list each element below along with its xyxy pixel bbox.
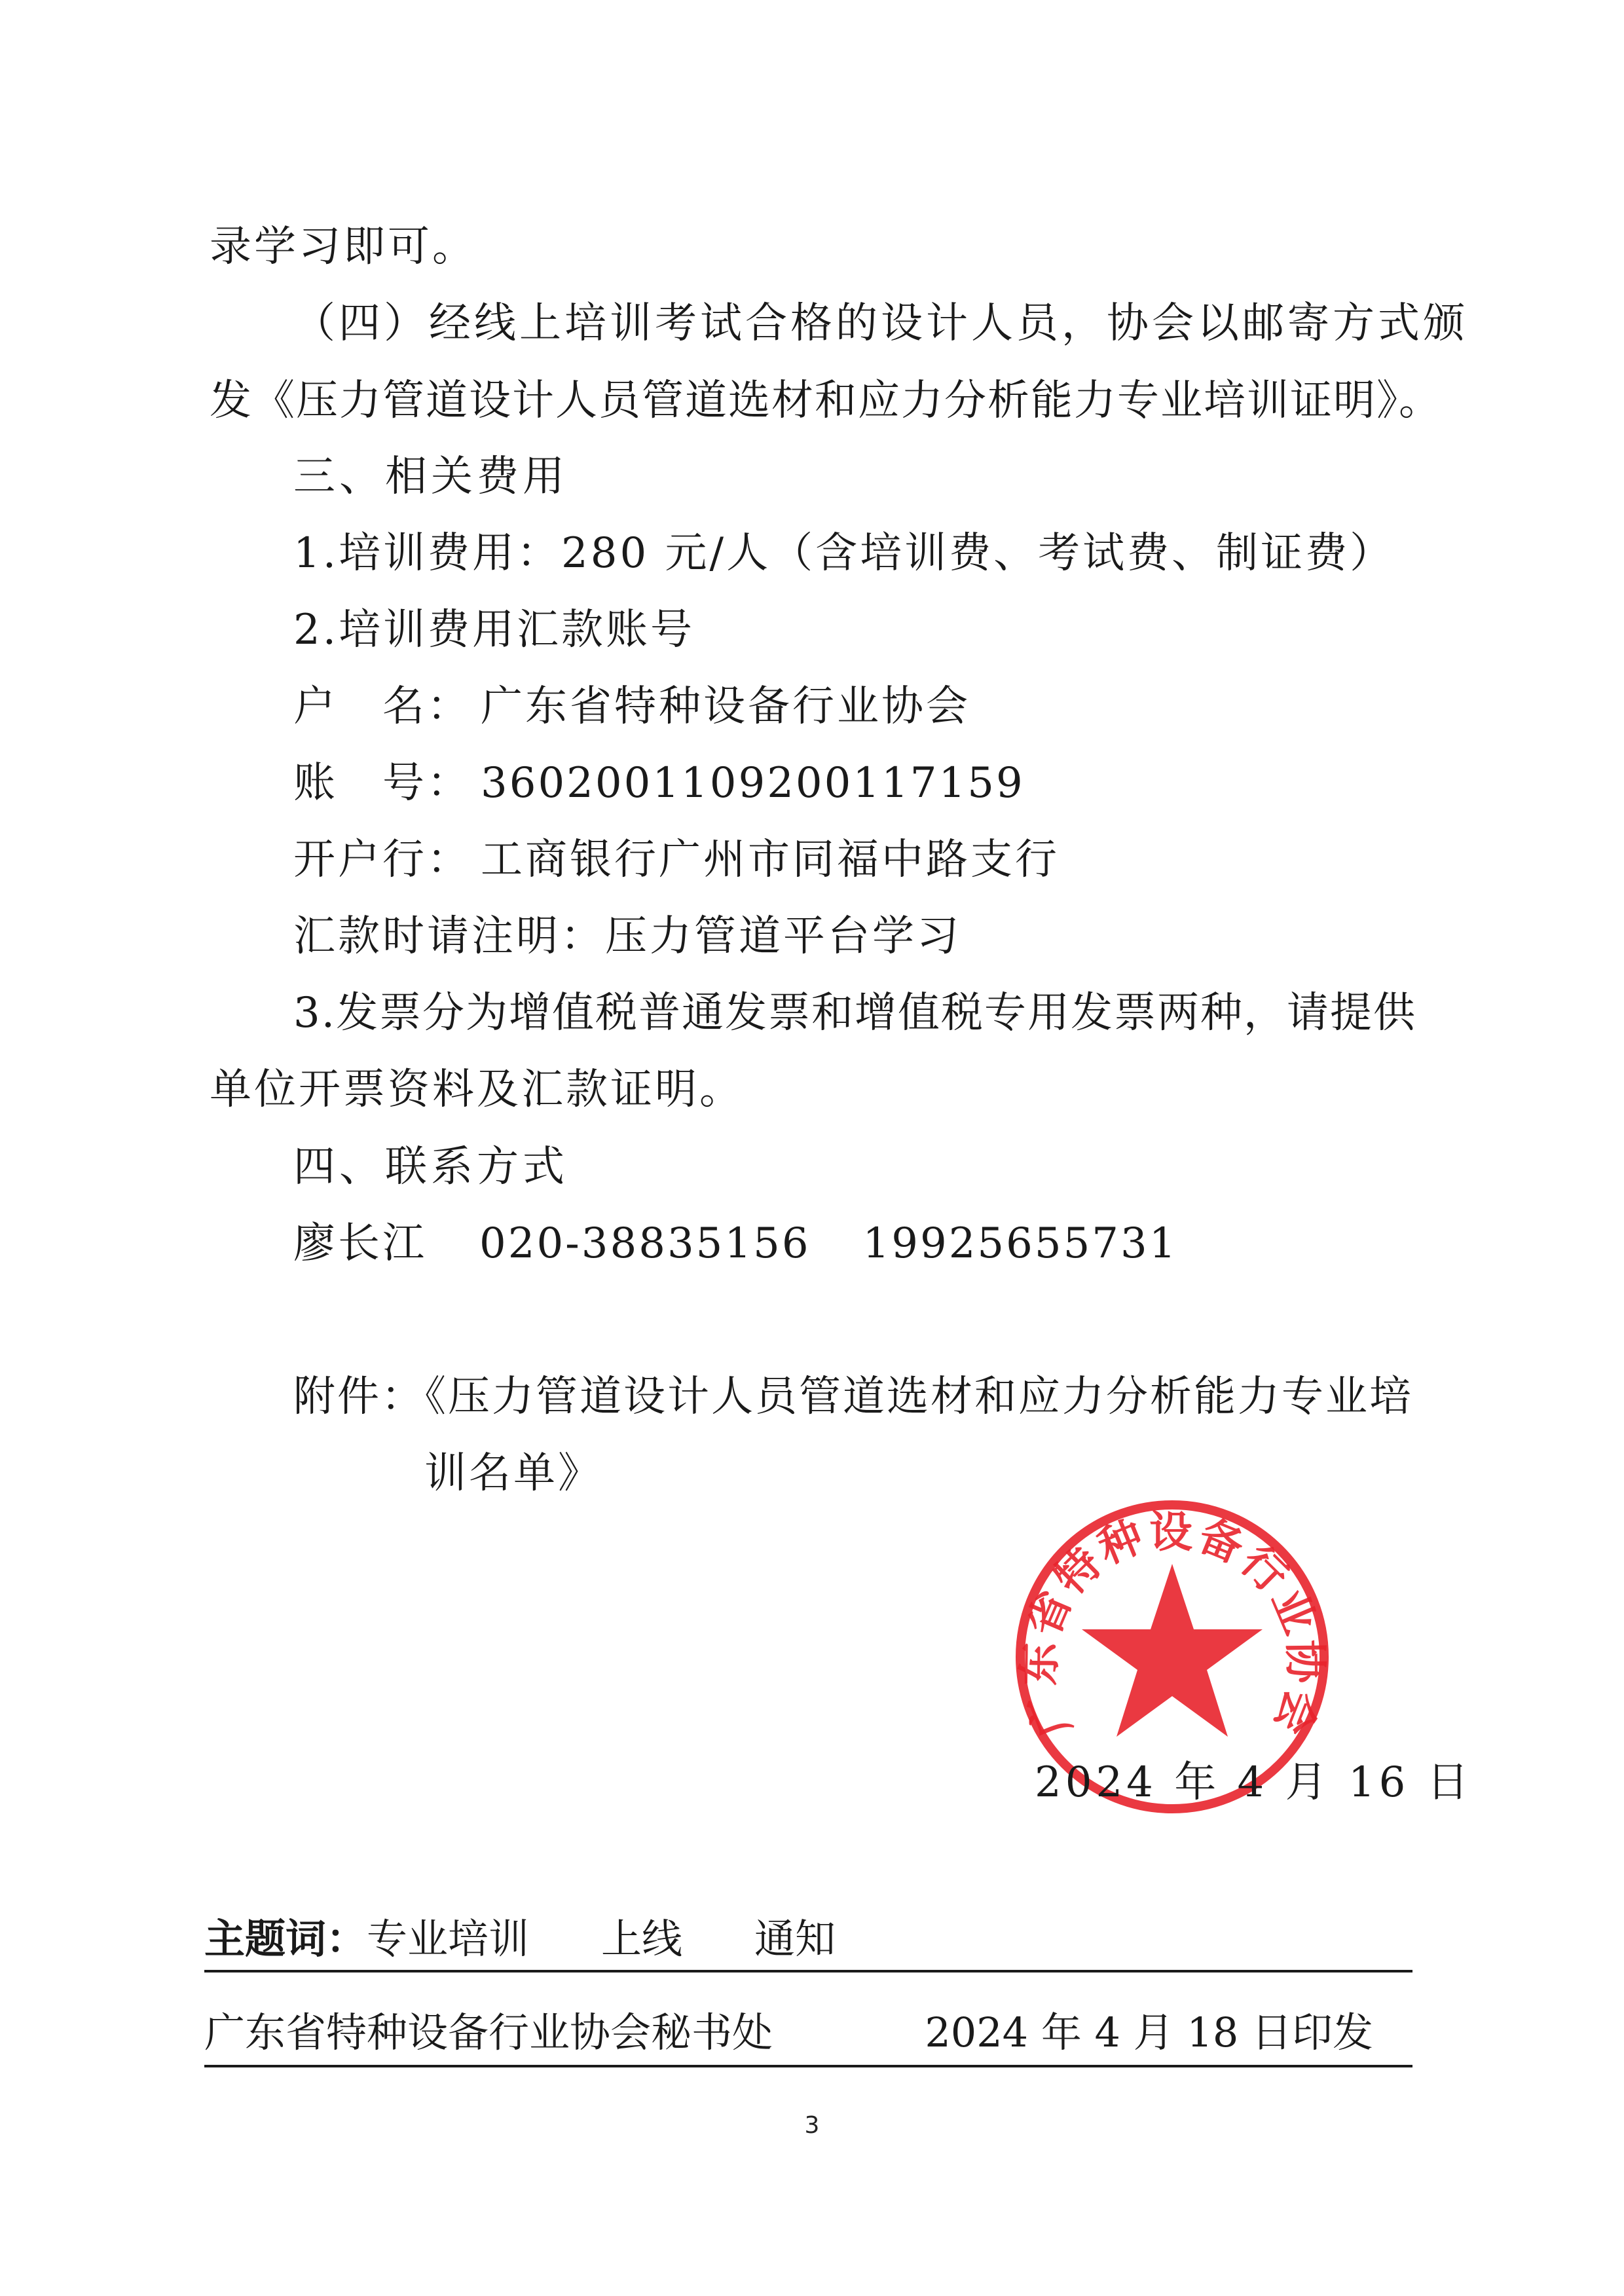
account-name-value: 广东省特种设备行业协会 bbox=[481, 682, 970, 731]
section-heading-contact: 四、联系方式 bbox=[293, 1143, 568, 1191]
account-number-row bbox=[293, 759, 1025, 807]
star-icon bbox=[1082, 1564, 1263, 1737]
account-heading: 2.培训费用汇款账号 bbox=[293, 606, 695, 654]
attachment-title: 《压力管道设计人员管道选材和应力分析能力专业培 bbox=[425, 1373, 1413, 1421]
bank-row bbox=[293, 836, 1060, 884]
bank-value: 工商银行广州市同福中路支行 bbox=[481, 836, 1060, 884]
section-heading-fees: 三、相关费用 bbox=[293, 453, 568, 501]
contact-phone-landline: 020-38835156 bbox=[479, 1219, 811, 1268]
seal-text: 广东省特种设备行业协会 bbox=[1013, 1506, 1331, 1745]
account-name-row bbox=[293, 682, 970, 731]
signature-date: 2024 年 4 月 16 日 bbox=[1035, 1758, 1473, 1807]
contact-row bbox=[293, 1219, 1178, 1268]
keywords-label: 主题词： bbox=[204, 1915, 367, 1963]
attachment-label: 附件： bbox=[293, 1373, 425, 1421]
contact-name: 廖长江 bbox=[293, 1219, 427, 1268]
keyword: 专业培训 bbox=[367, 1915, 530, 1963]
training-fee-line: 1.培训费用：280 元/人（含培训费、考试费、制证费） bbox=[293, 529, 1395, 578]
page-number: 3 bbox=[804, 2112, 820, 2139]
account-name-label: 户 名： bbox=[293, 682, 471, 731]
invoice-line: 单位开票资料及汇款证明。 bbox=[210, 1065, 744, 1114]
keywords-row bbox=[204, 1915, 1412, 1972]
remittance-remark: 汇款时请注明：压力管道平台学习 bbox=[293, 912, 961, 961]
account-number-label: 账 号： bbox=[293, 759, 471, 807]
attachment-line-continued: 训名单》 bbox=[424, 1449, 602, 1498]
issuer-name: 广东省特种设备行业协会秘书处 bbox=[204, 2009, 773, 2056]
invoice-line: 3.发票分为增值税普通发票和增值税专用发票两种，请提供 bbox=[293, 989, 1417, 1037]
keyword: 上线 bbox=[601, 1915, 683, 1963]
contact-phone-mobile: 19925655731 bbox=[862, 1219, 1178, 1268]
bank-label: 开户行： bbox=[293, 836, 471, 884]
attachment-line bbox=[293, 1373, 1413, 1421]
body-line: 录学习即可。 bbox=[210, 223, 477, 271]
issue-date: 2024 年 4 月 18 日印发 bbox=[925, 2009, 1373, 2056]
keyword: 通知 bbox=[754, 1915, 836, 1963]
body-line: 发《压力管道设计人员管道选材和应力分析能力专业培训证明》。 bbox=[210, 377, 1442, 425]
body-line: （四）经线上培训考试合格的设计人员，协会以邮寄方式颁 bbox=[293, 299, 1468, 348]
issuer-row bbox=[204, 2009, 1412, 2067]
account-number-value: 3602001109200117159 bbox=[481, 759, 1025, 807]
